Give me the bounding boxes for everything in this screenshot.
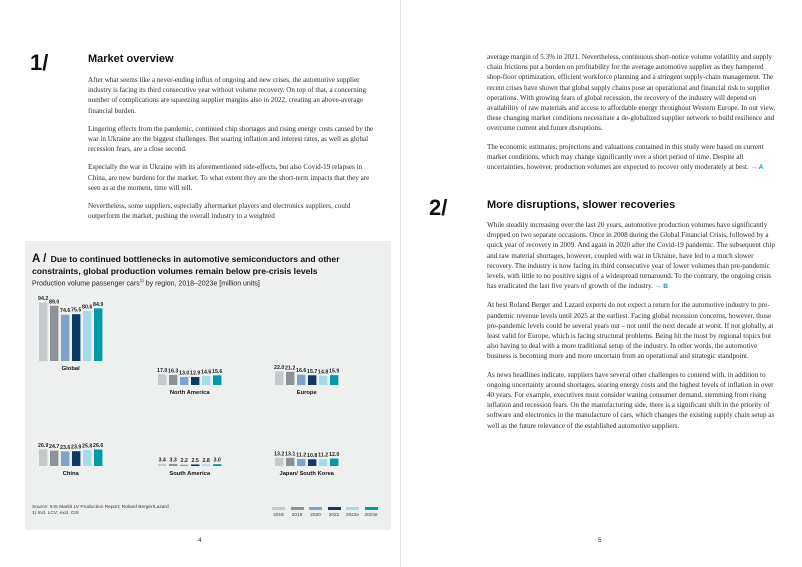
bar: [50, 451, 58, 466]
bar: [308, 459, 316, 466]
legend-swatch: [272, 507, 285, 510]
footnote-marker: 1): [139, 278, 144, 283]
bar: [202, 464, 210, 466]
legend-item: [344, 507, 361, 517]
bar: [191, 377, 199, 385]
body-text: [88, 75, 380, 229]
chart-subtitle-rest: by region, 2018–2023e [million units]: [143, 280, 260, 288]
data-label: 89.0: [49, 299, 60, 306]
data-label: 24.7: [49, 444, 60, 451]
bar: [319, 459, 327, 466]
legend-item: [363, 507, 380, 517]
data-label: 26.6: [93, 443, 104, 450]
bar: [213, 375, 221, 385]
data-label: 11.2: [296, 452, 307, 459]
data-label: 23.6: [60, 444, 71, 451]
bar: [297, 459, 305, 466]
bar: [213, 464, 221, 466]
bar: [169, 375, 177, 385]
bar: [308, 375, 316, 385]
data-label: 3.3: [169, 457, 177, 464]
data-label: 80.6: [82, 304, 93, 311]
data-label: 94.2: [38, 296, 49, 303]
right-page: [401, 0, 802, 567]
bar-chart: [25, 241, 391, 530]
data-label: 12.9: [190, 370, 201, 377]
legend-label: 2019: [291, 512, 303, 517]
bar: [330, 375, 338, 385]
region-label: Global: [61, 366, 80, 372]
region-label: China: [62, 471, 79, 477]
section-number: 2/: [429, 195, 448, 220]
legend-label: 2022e: [345, 512, 360, 517]
data-label: 2.8: [202, 457, 210, 464]
region-label: Japan/ South Korea: [279, 471, 334, 477]
data-label: 15.9: [329, 368, 340, 375]
paragraph-text: The economic estimates, projections and valuations contained in this study were based on current market conditions, which may change significantly over a short period of time. Despite all uncertainties, however, production volumes are expected to recover only moderately at best.: [487, 142, 764, 172]
data-label: 3.0: [213, 457, 221, 464]
chart-legend: [270, 507, 388, 521]
region-label: North America: [169, 390, 210, 396]
source-line: Source: IHS Markit LV Production Report; Roland Berger/Lazard: [32, 505, 169, 510]
bar: [180, 465, 188, 466]
legend-item: [270, 507, 287, 517]
bar: [275, 458, 283, 466]
data-label: 22.0: [274, 364, 285, 371]
page-number: 5: [598, 537, 602, 544]
data-label: 26.9: [38, 442, 49, 449]
paragraph: [487, 142, 779, 174]
legend-swatch: [291, 507, 304, 510]
region-label: Europe: [296, 390, 317, 396]
paragraph: Nevertheless, some suppliers, especially aftermarket players and electronics suppliers, could outperform the market, pushing the overall industry to a weighted: [88, 202, 351, 221]
page-number: 4: [198, 537, 202, 544]
bar: [191, 464, 199, 466]
data-label: 21.2: [285, 365, 296, 372]
chart-panel: [38, 443, 103, 477]
chart-title-text: Due to continued bottlenecks in automotive semiconductors and other constraints, global production volumes remain below pre-crisis levels: [32, 254, 340, 276]
paragraph: At best Roland Berger and Lazard experts do not expect a return for the automotive industry to pre-pandemic revenue levels until 2025 at the earliest. Facing global recession concerns, however, those pre-pandemic levels could be several years out – not until the next decade at worst. If not globally, at least valid for Europe, which is facing structural problems. Being hit the most by regional topics but also having to deal with a more traditional setup of the industry. In other words, the automotive business is becoming more and more uncertain from an operational and strategic standpoint.: [487, 301, 774, 361]
bar: [202, 376, 210, 385]
data-label: 16.6: [296, 368, 307, 375]
chart-marker: A /: [32, 253, 47, 265]
exhibit-reference-a[interactable]: → A: [750, 164, 764, 172]
body-text: [487, 220, 779, 439]
footnote-line: 1) Incl. LCV; excl. CIS: [32, 511, 79, 517]
data-label: 13.2: [274, 451, 285, 458]
legend-item: [326, 507, 343, 517]
section-number: 1/: [30, 50, 49, 75]
bar: [286, 372, 294, 385]
paragraph: After what seems like a never-ending influx of ongoing and new crises, the automotive supplier industry is facing its third consecutive year without volume recovery. On top of that, a concerning number of complications are squeezing supplier margins also in 2022, creating an above-average financial burden.: [88, 76, 366, 115]
chart-panel: [157, 368, 222, 396]
data-label: 2.2: [180, 458, 188, 465]
bar: [319, 376, 327, 385]
data-label: 16.3: [168, 368, 179, 375]
chart-source: [32, 505, 169, 517]
data-label: 14.8: [318, 369, 329, 376]
paragraph: [487, 220, 779, 292]
data-label: 74.6: [60, 308, 71, 315]
data-label: 84.9: [93, 301, 104, 308]
legend-swatch: [309, 507, 322, 510]
legend-label: 2018: [273, 512, 284, 517]
legend-label: 2023e: [364, 512, 378, 517]
chart-panel: [274, 451, 339, 477]
data-label: 11.2: [318, 452, 329, 459]
section-title: Market overview: [88, 53, 174, 65]
bar: [180, 377, 188, 385]
data-label: 12.0: [329, 452, 340, 459]
legend-item: [307, 507, 324, 517]
paragraph: As news headlines indicate, suppliers have several other challenges to contend with, in addition to ongoing uncertainty around shortages, soaring energy costs and the highest levels of inflation in over 40 years. For example, executives must consider waning consumer demand, stemming from rising inflation and recession fears. On the manufacturing side, there is a significant shift in the priority of software and electronics in the manufacture of cars, which changes the existing supply chain setup as well as the future relevance of the established automotive suppliers.: [487, 370, 775, 430]
data-label: 13.1: [285, 451, 296, 458]
bar: [72, 451, 80, 466]
chart-panel: [38, 296, 103, 372]
bar: [330, 459, 338, 466]
data-label: 3.4: [158, 457, 166, 464]
bar: [61, 315, 69, 361]
bar: [275, 371, 283, 385]
exhibit-reference-b[interactable]: → B: [654, 283, 668, 291]
bar: [94, 450, 102, 466]
legend-label: 2021: [328, 512, 340, 517]
bar: [61, 451, 69, 466]
bar: [297, 375, 305, 385]
section-title: More disruptions, slower recoveries: [487, 199, 676, 211]
data-label: 10.8: [307, 452, 318, 459]
legend-swatch: [346, 507, 359, 510]
paragraph: average margin of 5.3% in 2021. Nevertheless, continuous short-notice volume volatility and supply chain frictions put a burden on profitability for the average automotive supplier as they hampered shop-floor optimization, efficient workforce planning and a stringent supply-chain management. The recent crises have shown that global supply chains pose an operational and financial risk to supplier operations. With growing fears of global recession, the recovery of the industry will depend on availability of raw materials and access to affordable energy throughout Western Europe. In our view, these changing market conditions necessitate a de-globalized supplier network to build resilience and overcome current and future disruptions.: [487, 53, 776, 133]
bar: [158, 374, 166, 385]
chart-subtitle-main: Production volume passenger cars: [32, 280, 140, 288]
legend-swatch: [328, 507, 341, 510]
region-label: South America: [169, 471, 211, 477]
bar: [83, 450, 91, 466]
legend-item: [289, 507, 306, 517]
chart-panel: [274, 365, 339, 396]
data-label: 15.7: [307, 368, 318, 375]
legend-swatch: [365, 507, 378, 510]
data-label: 75.5: [71, 307, 82, 314]
chart-panel: [158, 457, 221, 477]
bar: [50, 306, 58, 361]
legend-label: 2020: [310, 512, 321, 517]
body-text: [487, 52, 779, 181]
bar: [158, 464, 166, 466]
data-label: 14.6: [201, 369, 212, 376]
bar: [286, 458, 294, 466]
bar: [39, 303, 47, 361]
paragraph: Especially the war in Ukraine with its aforementioned side-effects, but also Covid-19 relapses in China, are new burdens for the market. To what extent they are the short-term impacts that they are seen as at the moment, time will tell.: [88, 163, 370, 192]
bar: [72, 314, 80, 361]
data-label: 25.8: [82, 443, 93, 450]
data-label: 17.0: [157, 367, 168, 374]
bar: [39, 449, 47, 466]
bar: [94, 308, 102, 361]
data-label: 15.6: [212, 368, 223, 375]
chart-exhibit: [25, 241, 391, 530]
paragraph: Lingering effects from the pandemic, continued chip shortages and rising energy costs caused by the war in Ukraine are the biggest challenges. But soaring inflation and interest rates, as well as global recession fears, are a close second.: [88, 124, 374, 154]
data-label: 13.0: [179, 370, 190, 377]
paragraph-text: While steadily increasing over the last 20 years, automotive production volumes have significantly dropped on two separate occasions. Once in 2008 during the Global Financial Crisis, followed by a quick year of recovery in 2009. And again in 2020 after the Covid-19 pandemic. The subsequent chip and raw material shortages, however, coupled with war in Ukraine, have led to a much slower recovery. The industry is now facing its third consecutive year of lower volumes than pre-pandemic levels, with little to no positive signs of a widespread turnaround. To the contrary, the ongoing crisis has eradicated the last five years of growth of the industry.: [487, 221, 775, 291]
data-label: 2.5: [191, 457, 199, 464]
data-label: 23.9: [71, 444, 82, 451]
bar: [83, 311, 91, 361]
bar: [169, 464, 177, 466]
